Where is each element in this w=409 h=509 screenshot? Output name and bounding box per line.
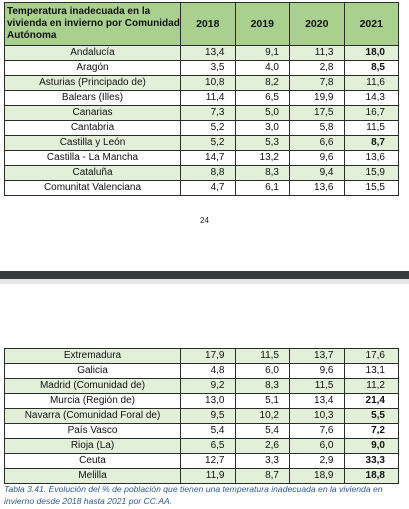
value-cell-2021: 7,2 [344, 424, 399, 439]
region-name-cell: Andalucía [5, 46, 181, 61]
region-name-cell: Melilla [5, 469, 181, 484]
value-cell-2021: 8,5 [344, 61, 399, 76]
table-row [5, 379, 399, 394]
value-cell-2020: 13,6 [290, 181, 345, 196]
value-cell-2021: 11,2 [344, 379, 399, 394]
value-cell-2020: 18,9 [290, 469, 345, 484]
value-cell-2021: 11,6 [344, 76, 399, 91]
table-row [5, 349, 399, 364]
value-cell-2020: 17,5 [290, 106, 345, 121]
region-name-cell: Ceuta [5, 454, 181, 469]
value-cell-2018: 6,5 [181, 439, 236, 454]
data-table-page-bottom [4, 348, 399, 484]
value-cell-2018: 11,4 [181, 91, 236, 106]
table-row [5, 364, 399, 379]
value-cell-2019: 5,1 [235, 394, 290, 409]
page-break-shadow [0, 279, 409, 284]
region-name-cell: Castilla y León [5, 136, 181, 151]
region-name-cell: Asturias (Principado de) [5, 76, 181, 91]
value-cell-2021: 18,8 [344, 469, 399, 484]
table-row [5, 409, 399, 424]
value-cell-2019: 3,3 [235, 454, 290, 469]
value-cell-2019: 5,4 [235, 424, 290, 439]
value-cell-2021: 33,3 [344, 454, 399, 469]
region-name-cell: Navarra (Comunidad Foral de) [5, 409, 181, 424]
year-header-2018: 2018 [181, 3, 236, 46]
value-cell-2020: 2,9 [290, 454, 345, 469]
table-row [5, 166, 399, 181]
page-number: 24 [200, 216, 209, 225]
table-row [5, 61, 399, 76]
region-name-cell: Madrid (Comunidad de) [5, 379, 181, 394]
value-cell-2019: 3,0 [235, 121, 290, 136]
value-cell-2021: 15,5 [344, 181, 399, 196]
value-cell-2020: 2,8 [290, 61, 345, 76]
table-row [5, 121, 399, 136]
table-row [5, 439, 399, 454]
value-cell-2018: 14,7 [181, 151, 236, 166]
value-cell-2019: 5,3 [235, 136, 290, 151]
value-cell-2021: 16,7 [344, 106, 399, 121]
value-cell-2019: 6,0 [235, 364, 290, 379]
value-cell-2019: 13,2 [235, 151, 290, 166]
table-row [5, 454, 399, 469]
table-row [5, 394, 399, 409]
year-header-2019: 2019 [235, 3, 290, 46]
value-cell-2018: 11,9 [181, 469, 236, 484]
region-name-cell: Murcia (Región de) [5, 394, 181, 409]
region-name-cell: Comunitat Valenciana [5, 181, 181, 196]
value-cell-2018: 9,5 [181, 409, 236, 424]
table-caption: Tabla 3.41. Evolución del % de población que tienen una temperatura inadecuada en la vivienda en invierno desde 2018 hasta 2021 por CC.AA. [4, 484, 383, 506]
region-name-cell: Rioja (La) [5, 439, 181, 454]
region-name-cell: País Vasco [5, 424, 181, 439]
value-cell-2019: 4,0 [235, 61, 290, 76]
table-row [5, 46, 399, 61]
table-row [5, 106, 399, 121]
table-row [5, 151, 399, 166]
region-name-cell: Extremadura [5, 349, 181, 364]
value-cell-2021: 13,1 [344, 364, 399, 379]
region-column-header: Temperatura inadecuada en la vivienda en invierno por Comunidad Autónoma [5, 3, 181, 46]
value-cell-2021: 8,7 [344, 136, 399, 151]
table-row [5, 76, 399, 91]
region-name-cell: Canarias [5, 106, 181, 121]
value-cell-2019: 2,6 [235, 439, 290, 454]
value-cell-2019: 8,7 [235, 469, 290, 484]
year-header-2021: 2021 [344, 3, 399, 46]
value-cell-2018: 5,2 [181, 136, 236, 151]
value-cell-2018: 4,7 [181, 181, 236, 196]
value-cell-2018: 3,5 [181, 61, 236, 76]
region-name-cell: Castilla - La Mancha [5, 151, 181, 166]
value-cell-2018: 4,8 [181, 364, 236, 379]
value-cell-2020: 6,0 [290, 439, 345, 454]
table-row [5, 136, 399, 151]
value-cell-2021: 11,5 [344, 121, 399, 136]
year-header-2020: 2020 [290, 3, 345, 46]
value-cell-2020: 11,5 [290, 379, 345, 394]
region-name-cell: Balears (Illes) [5, 91, 181, 106]
value-cell-2021: 21,4 [344, 394, 399, 409]
value-cell-2020: 13,7 [290, 349, 345, 364]
value-cell-2019: 8,3 [235, 379, 290, 394]
table-row [5, 91, 399, 106]
value-cell-2020: 9,6 [290, 364, 345, 379]
value-cell-2019: 5,0 [235, 106, 290, 121]
value-cell-2020: 13,4 [290, 394, 345, 409]
value-cell-2018: 10,8 [181, 76, 236, 91]
value-cell-2020: 9,6 [290, 151, 345, 166]
page-break-divider [0, 271, 409, 279]
data-table-page-top [4, 2, 399, 196]
table-header-row [5, 3, 399, 46]
value-cell-2019: 6,1 [235, 181, 290, 196]
value-cell-2021: 13,6 [344, 151, 399, 166]
table-row [5, 469, 399, 484]
value-cell-2018: 5,4 [181, 424, 236, 439]
value-cell-2021: 17,6 [344, 349, 399, 364]
value-cell-2018: 5,2 [181, 121, 236, 136]
value-cell-2018: 12,7 [181, 454, 236, 469]
value-cell-2018: 13,4 [181, 46, 236, 61]
table-row [5, 424, 399, 439]
value-cell-2020: 19,9 [290, 91, 345, 106]
value-cell-2020: 5,8 [290, 121, 345, 136]
value-cell-2018: 9,2 [181, 379, 236, 394]
value-cell-2019: 8,3 [235, 166, 290, 181]
value-cell-2020: 10,3 [290, 409, 345, 424]
value-cell-2019: 11,5 [235, 349, 290, 364]
value-cell-2021: 5,5 [344, 409, 399, 424]
value-cell-2019: 9,1 [235, 46, 290, 61]
value-cell-2020: 7,8 [290, 76, 345, 91]
value-cell-2019: 6,5 [235, 91, 290, 106]
value-cell-2018: 8,8 [181, 166, 236, 181]
value-cell-2019: 8,2 [235, 76, 290, 91]
value-cell-2020: 7,6 [290, 424, 345, 439]
value-cell-2018: 7,3 [181, 106, 236, 121]
value-cell-2019: 10,2 [235, 409, 290, 424]
region-name-cell: Cataluña [5, 166, 181, 181]
value-cell-2020: 6,6 [290, 136, 345, 151]
table-row [5, 181, 399, 196]
value-cell-2018: 17,9 [181, 349, 236, 364]
value-cell-2020: 9,4 [290, 166, 345, 181]
value-cell-2018: 13,0 [181, 394, 236, 409]
value-cell-2021: 14,3 [344, 91, 399, 106]
region-name-cell: Galicia [5, 364, 181, 379]
region-name-cell: Aragón [5, 61, 181, 76]
value-cell-2020: 11,3 [290, 46, 345, 61]
value-cell-2021: 18,0 [344, 46, 399, 61]
value-cell-2021: 9,0 [344, 439, 399, 454]
value-cell-2021: 15,9 [344, 166, 399, 181]
region-name-cell: Cantabria [5, 121, 181, 136]
